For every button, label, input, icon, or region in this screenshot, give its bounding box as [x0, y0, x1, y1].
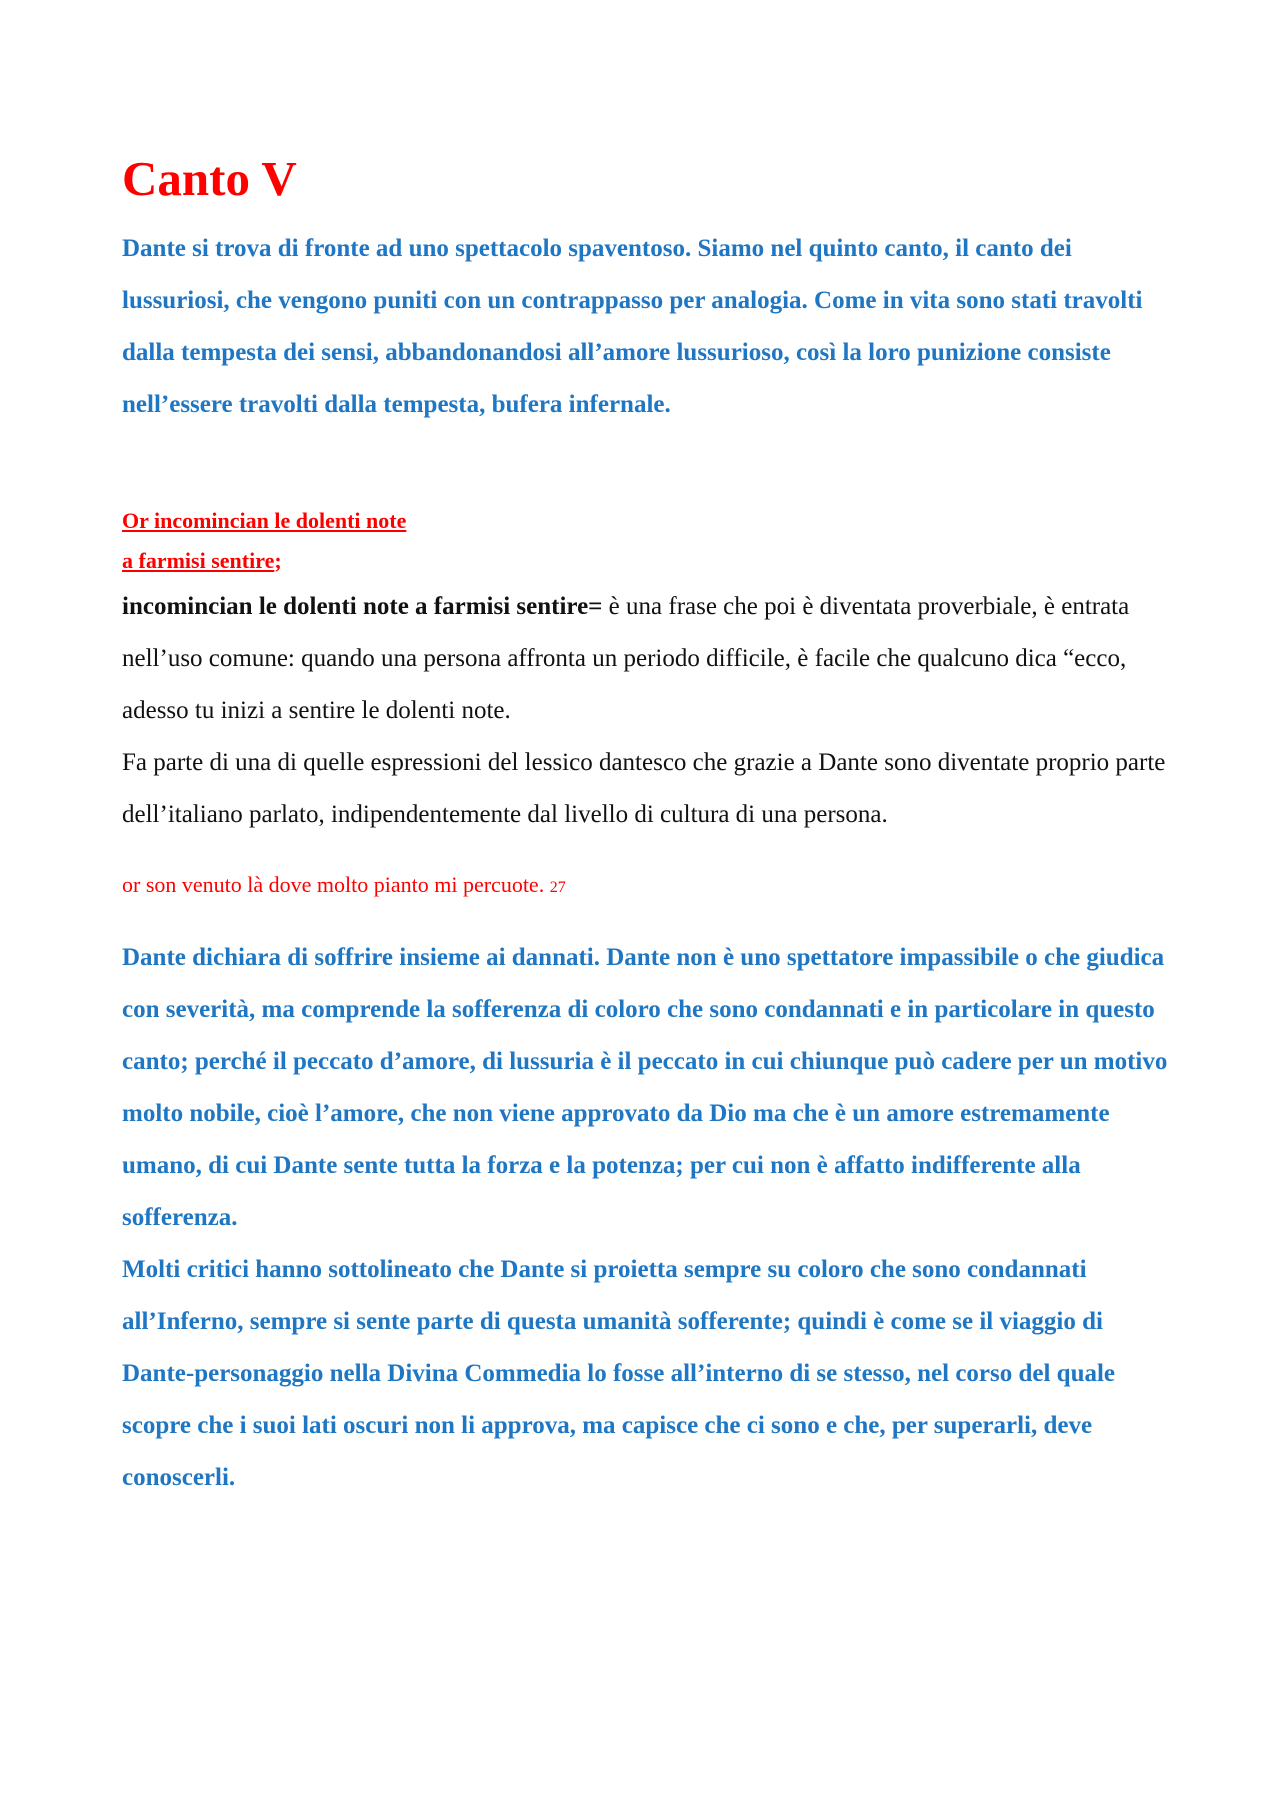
intro-paragraph: Dante si trova di fronte ad uno spettacolo spaventoso. Siamo nel quinto canto, il canto dei lussuriosi, che vengono puniti con un contrappasso per analogia. Come in vita sono stati travolti dalla tempesta dei sensi, abbandonandosi all’amore lussurioso, così la loro punizione consiste nell’essere travolti dalla tempesta, bufera infernale.: [122, 234, 1143, 418]
quote-text: or son venuto là dove molto pianto mi percuote.: [122, 871, 550, 897]
quote-line-number: 27: [549, 878, 566, 896]
explanation-term: incomincian le dolenti note a farmisi sentire=: [122, 592, 603, 620]
verse-line-1-text: Or incomincian le dolenti note: [122, 507, 407, 533]
verse-line-1: [122, 501, 1172, 541]
spacer: [122, 431, 1172, 501]
verse-line-2-punct: ;: [274, 547, 282, 573]
explanation-paragraph: [122, 581, 1172, 737]
document-content: [122, 150, 1172, 1504]
canto-title: Canto V: [122, 151, 297, 206]
explanation-text: è una frase che poi è diventata proverbiale, è entrata nell’uso comune: quando una persona affronta un periodo difficile, è facile che qualcuno dica “ecco, adesso tu inizi a sentire le dolenti note.: [122, 592, 1130, 724]
spacer: [122, 908, 1172, 932]
commentary-paragraph-1: Dante dichiara di soffrire insieme ai dannati. Dante non è uno spettatore impassibile o che giudica con severità, ma comprende la sofferenza di coloro che sono condannati e in particolare in questo canto; perché il peccato d’amore, di lussuria è il peccato in cui chiunque può cadere per un motivo molto nobile, cioè l’amore, che non viene approvato da Dio ma che è un amore estremamente umano, di cui Dante sente tutta la forza e la potenza; per cui non è affatto indifferente alla sofferenza.: [122, 943, 1168, 1231]
verse-line-2: [122, 541, 1172, 581]
commentary-paragraph-2: Molti critici hanno sottolineato che Dante si proietta sempre su coloro che sono condannati all’Inferno, sempre si sente parte di questa umanità sofferente; quindi è come se il viaggio di Dante-personaggio nella Divina Commedia lo fosse all’interno di se stesso, nel corso del quale scopre che i suoi lati oscuri non li approva, ma capisce che ci sono e che, per superarli, deve conoscerli.: [122, 1255, 1116, 1491]
quote-line: [122, 865, 1172, 908]
explanation-paragraph-2: Fa parte di una di quelle espressioni del lessico dantesco che grazie a Dante sono diventate proprio parte dell’italiano parlato, indipendentemente dal livello di cultura di una persona.: [122, 748, 1166, 828]
verse-block: [122, 501, 1172, 581]
spacer: [122, 841, 1172, 865]
verse-line-2-text: a farmisi sentire: [122, 547, 275, 573]
